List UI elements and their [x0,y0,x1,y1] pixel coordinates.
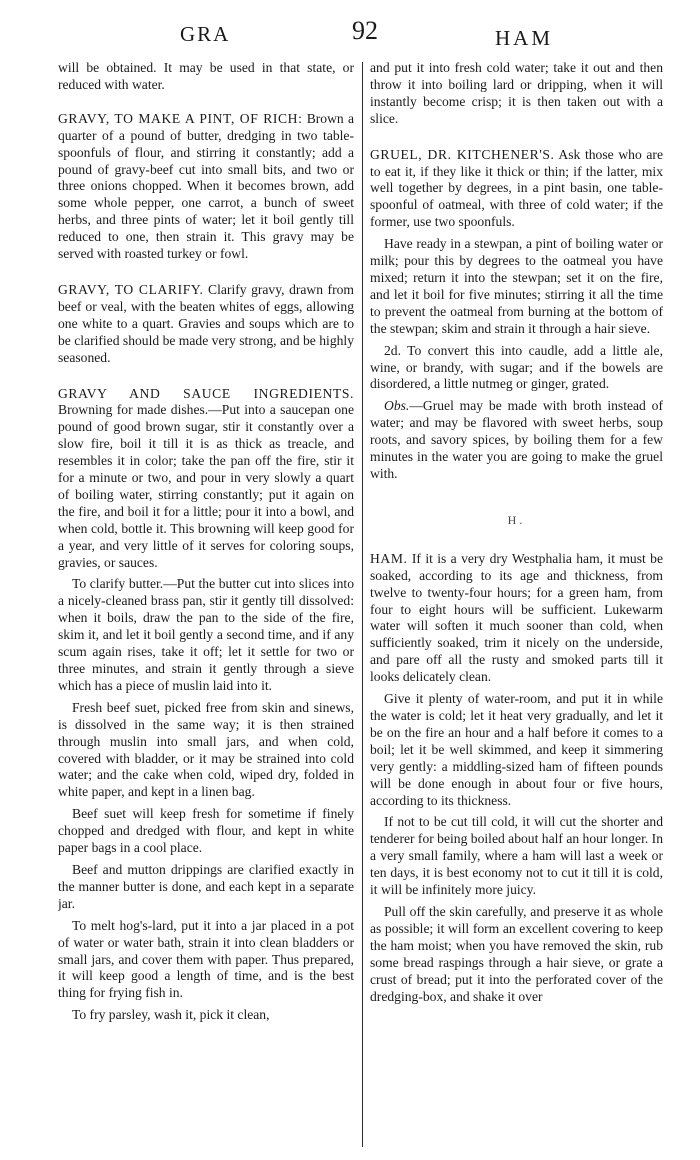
paragraph: Fresh beef suet, picked free from skin and sinews, is dissolved in the same way; it is then strained through muslin into small jars, and when cold, covered with bladder, or it may be strained into cold water; and the cake when cold, wiped dry, folded in white paper, and kept in a linen bag. [58,699,354,800]
spacer [58,372,354,386]
column-divider [362,62,363,1147]
paragraph: To fry parsley, wash it, pick it clean, [72,1007,270,1023]
entry-text: Brown a quarter of a pound of butter, dredging in two table-spoonfuls of flour, and stirring it constantly; add a pound of gravy-beef cut into small bits, and two or three onions chopped. When it becomes brown, add some whole pepper, one carrot, a bunch of sweet herbs, and three pints of water; let it boil gently till reduced to one, then strain it. This gravy may be served with roasted turkey or fowl. [58,110,354,262]
continued-text: and put it into fresh cold water; take it out and then throw it into boiling lard or dripping, when it will instantly become crisp; it is then taken out with a slice. [370,60,663,126]
paragraph: Beef and mutton drippings are clarified exactly in the manner butter is done, and each kept in a separate jar. [58,861,354,911]
entry-gravy-rich [58,111,354,263]
entry-text: If it is a very dry Westphalia ham, it must be soaked, according to its age and thickness, from twelve to twenty-four hours; for a green ham, from four to eight hours will be sufficient. Lukewarm water will soften it much sooner than cold, when sufficiently soaked, trim it nicely on the underside, and pare off all the rusty and smoked parts till it looks delicately clean. [370,550,663,685]
paragraph: Have ready in a stewpan, a pint of boiling water or milk; pour this by degrees to the oatmeal you have mixed; return it into the stewpan; set it on the fire, and let it boil for five minutes; stirring it all the time to prevent the oatmeal from burning at the bottom of the stewpan; skim and strain it through a hair sieve. [370,236,663,336]
section-letter: H. [507,512,526,527]
running-head [0,14,700,50]
entry-heading: GRAVY, TO MAKE A PINT, OF RICH: [58,110,303,126]
entry-text: Browning for made dishes.—Put into a saucepan one pound of good brown sugar, stir it constantly over a slow fire, boil it till it is as thick as treacle, and resembles it in color; take the pan off the fire, stir it for a minute or two, and pour in very slowly a quart of boiling water, stirring constantly; put it again on the fire, and boil it for a little; pour it into a bowl, and when cold, bottle it. This browning will keep good for a year, and very little of it serves for coloring soups, gravies, or sauces. [58,402,354,570]
entry-heading: HAM. [370,550,408,566]
spacer [370,133,663,147]
entry-heading: GRAVY, TO CLARIFY. [58,281,204,297]
paragraph: To clarify butter.—Put the butter cut into slices into a nicely-cleaned brass pan, stir it gently till dissolved: when it boils, draw the pan to the side of the fire, skim it, and let it boil gently a second time, and if any scum again rises, take it off; let it settle for two or three minutes, and strain it gently through a sieve which has a piece of muslin laid into it. [58,576,354,693]
running-head-right: HAM [495,26,554,50]
right-column [370,60,663,1150]
paragraph: If not to be cut till cold, it will cut the shorter and tenderer for being boiled about half an hour longer. In a very small family, where a ham will last a week or ten days, it is best economy not to cut it till it is cold, it will be infinitely more juicy. [370,814,663,898]
page-number: 92 [352,16,378,45]
entry-gravy-clarify [58,282,354,367]
entry-text: Clarify gravy, drawn from beef or veal, with the beaten whites of eggs, allowing one white to a quart. Gravies and soups which are to be clarified should be made very strong, and be highly seasoned. [58,281,354,365]
print-smudge [58,99,354,111]
entry-heading: GRAVY AND SAUCE INGREDIENTS. [58,385,354,401]
spacer [58,268,354,282]
paragraph: Give it plenty of water-room, and put it in while the water is cold; let it heat very gradually, and let it be on the fire an hour and a half before it comes to a boil; let it be well skimmed, and keep it simmering very gently: a middling-sized ham of fifteen pounds will be done enough in about four or five hours, according to its thickness. [370,691,663,808]
entry-heading: GRUEL, DR. KITCHENER'S. [370,146,555,162]
obs-label: Obs. [384,398,410,414]
paragraph: Beef suet will keep fresh for sometime if finely chopped and dredged with flour, and kept in white paper bags in a cool place. [58,806,354,856]
paragraph: Pull off the skin carefully, and preserve it as whole as possible; it will form an excellent covering to keep the ham moist; when you have removed the skin, rub some bread raspings through a hair sieve, or grate a crust of bread; put it into the perforated cover of the dredging-box, and shake it over [370,903,663,1004]
entry-gruel [370,147,663,232]
paragraph: To melt hog's-lard, put it into a jar placed in a pot of water or water bath, strain it into clean bladders or small jars, and cover them with paper. Thus prepared, it will keep good a length of time, and is the best thing for frying fish in. [58,917,354,1001]
paragraph: Obs.—Gruel may be made with broth instead of water; and may be flavored with sweet herbs, soup roots, and savory spices, by boiling them for a few minutes in the water you are going to make the gruel with. [370,398,663,481]
running-head-left: GRA [180,22,231,46]
continued-text: will be obtained. It may be used in that state, or reduced with water. [58,60,354,92]
entry-ham [370,551,663,686]
left-column [58,60,354,1150]
entry-text: Ask those who are to eat it, if they like it thick or thin; if the latter, mix well together by degrees, in a pint basin, one table-spoonful of oatmeal, with three of cold water; if the former, use two spoonfuls. [370,146,663,230]
entry-gravy-sauce [58,386,354,572]
paragraph: 2d. To convert this into caudle, add a little ale, wine, or brandy, with sugar; and if the bowels are disordered, a little nutmeg or ginger, grated. [370,342,663,392]
section-ornament [370,507,663,533]
